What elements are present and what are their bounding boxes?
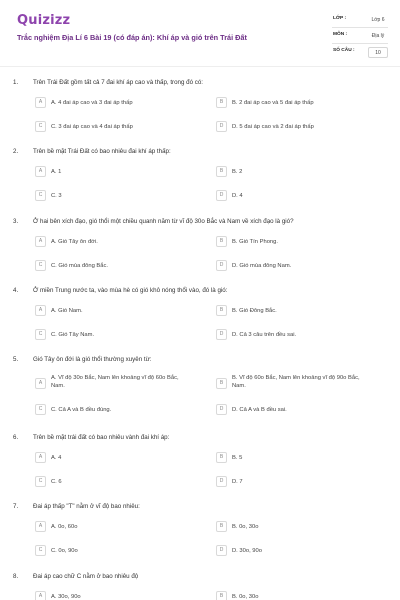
option-text: A. Gió Nam. (51, 308, 83, 314)
option-letter-badge: B (216, 305, 227, 316)
question-number: 3. (13, 218, 19, 225)
option-text: B. 2 đai áp cao và 5 đai áp thấp (232, 100, 314, 106)
option-letter-badge: C (35, 404, 46, 415)
option-letter-badge: D (216, 260, 227, 271)
option-letter-badge: A (35, 166, 46, 177)
option-text: C. 0o, 90o (51, 548, 78, 554)
option-letter-badge: A (35, 452, 46, 463)
option-text: D. 7 (232, 479, 243, 485)
option-text: A. 30o, 90o (51, 594, 81, 600)
option-letter-badge: A (35, 97, 46, 108)
option-text: C. 3 đai áp cao và 4 đai áp thấp (51, 124, 133, 130)
option-text: A. 0o, 60o (51, 524, 78, 530)
option-text: A. Vĩ độ 30o Bắc, Nam lên khoảng vĩ độ 60o Bắc, Nam. (51, 375, 179, 389)
option-letter-badge: A (35, 305, 46, 316)
meta-row (332, 44, 388, 60)
option-text: C. Gió Tây Nam. (51, 332, 95, 338)
option-letter-badge: C (35, 121, 46, 132)
question-number: 5. (13, 356, 19, 363)
option-text: C. 3 (51, 193, 62, 199)
option-letter-badge: A (35, 521, 46, 532)
option-text: A. Gió Tây ôn đới. (51, 239, 98, 245)
option-letter-badge: B (216, 97, 227, 108)
meta-value: Lớp 6 (371, 17, 385, 23)
meta-label: SỐ CÂU : (333, 48, 355, 53)
option-text: D. Cả A và B đều sai. (232, 407, 287, 413)
question-text: Ở hai bên xích đạo, gió thổi một chiều quanh năm từ vĩ độ 30o Bắc và Nam về xích đạo là gió? (33, 218, 294, 225)
option-letter-badge: D (216, 404, 227, 415)
option-letter-badge: C (35, 260, 46, 271)
option-letter-badge: D (216, 329, 227, 340)
option-letter-badge: A (35, 236, 46, 247)
option-letter-badge: C (35, 329, 46, 340)
meta-table (332, 12, 388, 60)
meta-row (332, 28, 388, 44)
quizizz-logo: Quizizz (17, 13, 71, 28)
option-text: D. 30o, 90o (232, 548, 262, 554)
option-letter-badge: B (216, 521, 227, 532)
meta-value: Địa lý (371, 33, 385, 39)
option-text: D. 4 (232, 193, 243, 199)
option-letter-badge: C (35, 190, 46, 201)
option-text: B. Vĩ độ 60o Bắc, Nam lên khoảng vĩ độ 90o Bắc, Nam. (232, 375, 360, 389)
option-text: D. Gió mùa đông Nam. (232, 263, 292, 269)
header-divider (0, 66, 400, 67)
option-text: C. Cả A và B đều đúng. (51, 407, 112, 413)
question-number: 4. (13, 287, 19, 294)
worksheet-title: Trắc nghiệm Địa Lí 6 Bài 19 (có đáp án): Khí áp và gió trên Trái Đất (17, 33, 247, 42)
option-letter-badge: A (35, 591, 46, 600)
question-text: Trên bề mặt Trái Đất có bao nhiêu đai khí áp thấp: (33, 148, 171, 155)
question-number: 1. (13, 79, 19, 86)
option-text: A. 1 (51, 169, 62, 175)
option-text: B. 0o, 30o (232, 594, 259, 600)
question-number: 6. (13, 434, 19, 441)
question-number: 7. (13, 503, 19, 510)
question-text: Đai áp thấp "T" nằm ở vĩ độ bao nhiêu: (33, 503, 140, 510)
question-text: Đai áp cao chữ C nằm ở bao nhiêu độ (33, 573, 139, 580)
meta-label: LỚP : (333, 16, 347, 21)
option-text: D. Cả 3 câu trên đều sai. (232, 332, 297, 338)
option-letter-badge: D (216, 545, 227, 556)
worksheet-header (0, 0, 400, 66)
question-text: Trên Trái Đất gồm tất cả 7 đai khí áp cao và thấp, trong đó có: (33, 79, 204, 86)
option-text: B. Gió Tín Phong. (232, 239, 278, 245)
question-number: 8. (13, 573, 19, 580)
question-text: Gió Tây ôn đới là gió thổi thường xuyên từ: (33, 356, 152, 363)
option-text: D. 5 đai áp cao và 2 đai áp thấp (232, 124, 314, 130)
question-text: Ở miền Trung nước ta, vào mùa hè có gió khô nóng thổi vào, đó là gió: (33, 287, 228, 294)
option-letter-badge: D (216, 190, 227, 201)
option-letter-badge: B (216, 591, 227, 600)
option-letter-badge: B (216, 452, 227, 463)
question-number: 2. (13, 148, 19, 155)
option-letter-badge: C (35, 476, 46, 487)
option-letter-badge: D (216, 121, 227, 132)
option-text: B. 0o, 30o (232, 524, 259, 530)
meta-value: 10 (368, 47, 388, 58)
option-letter-badge: B (216, 236, 227, 247)
meta-row (332, 12, 388, 28)
option-letter-badge: D (216, 476, 227, 487)
option-letter-badge: B (216, 378, 227, 389)
option-text: A. 4 đai áp cao và 3 đai áp thấp (51, 100, 133, 106)
question-text: Trên bề mặt trái đất có bao nhiêu vành đai khí áp: (33, 434, 170, 441)
option-text: B. Gió Đông Bắc. (232, 308, 277, 314)
option-letter-badge: B (216, 166, 227, 177)
option-text: C. 6 (51, 479, 62, 485)
option-text: B. 5 (232, 455, 243, 461)
option-text: B. 2 (232, 169, 243, 175)
meta-label: MÔN : (333, 32, 348, 37)
option-letter-badge: C (35, 545, 46, 556)
option-text: C. Gió mùa đông Bắc. (51, 263, 109, 269)
option-text: A. 4 (51, 455, 62, 461)
option-letter-badge: A (35, 378, 46, 389)
